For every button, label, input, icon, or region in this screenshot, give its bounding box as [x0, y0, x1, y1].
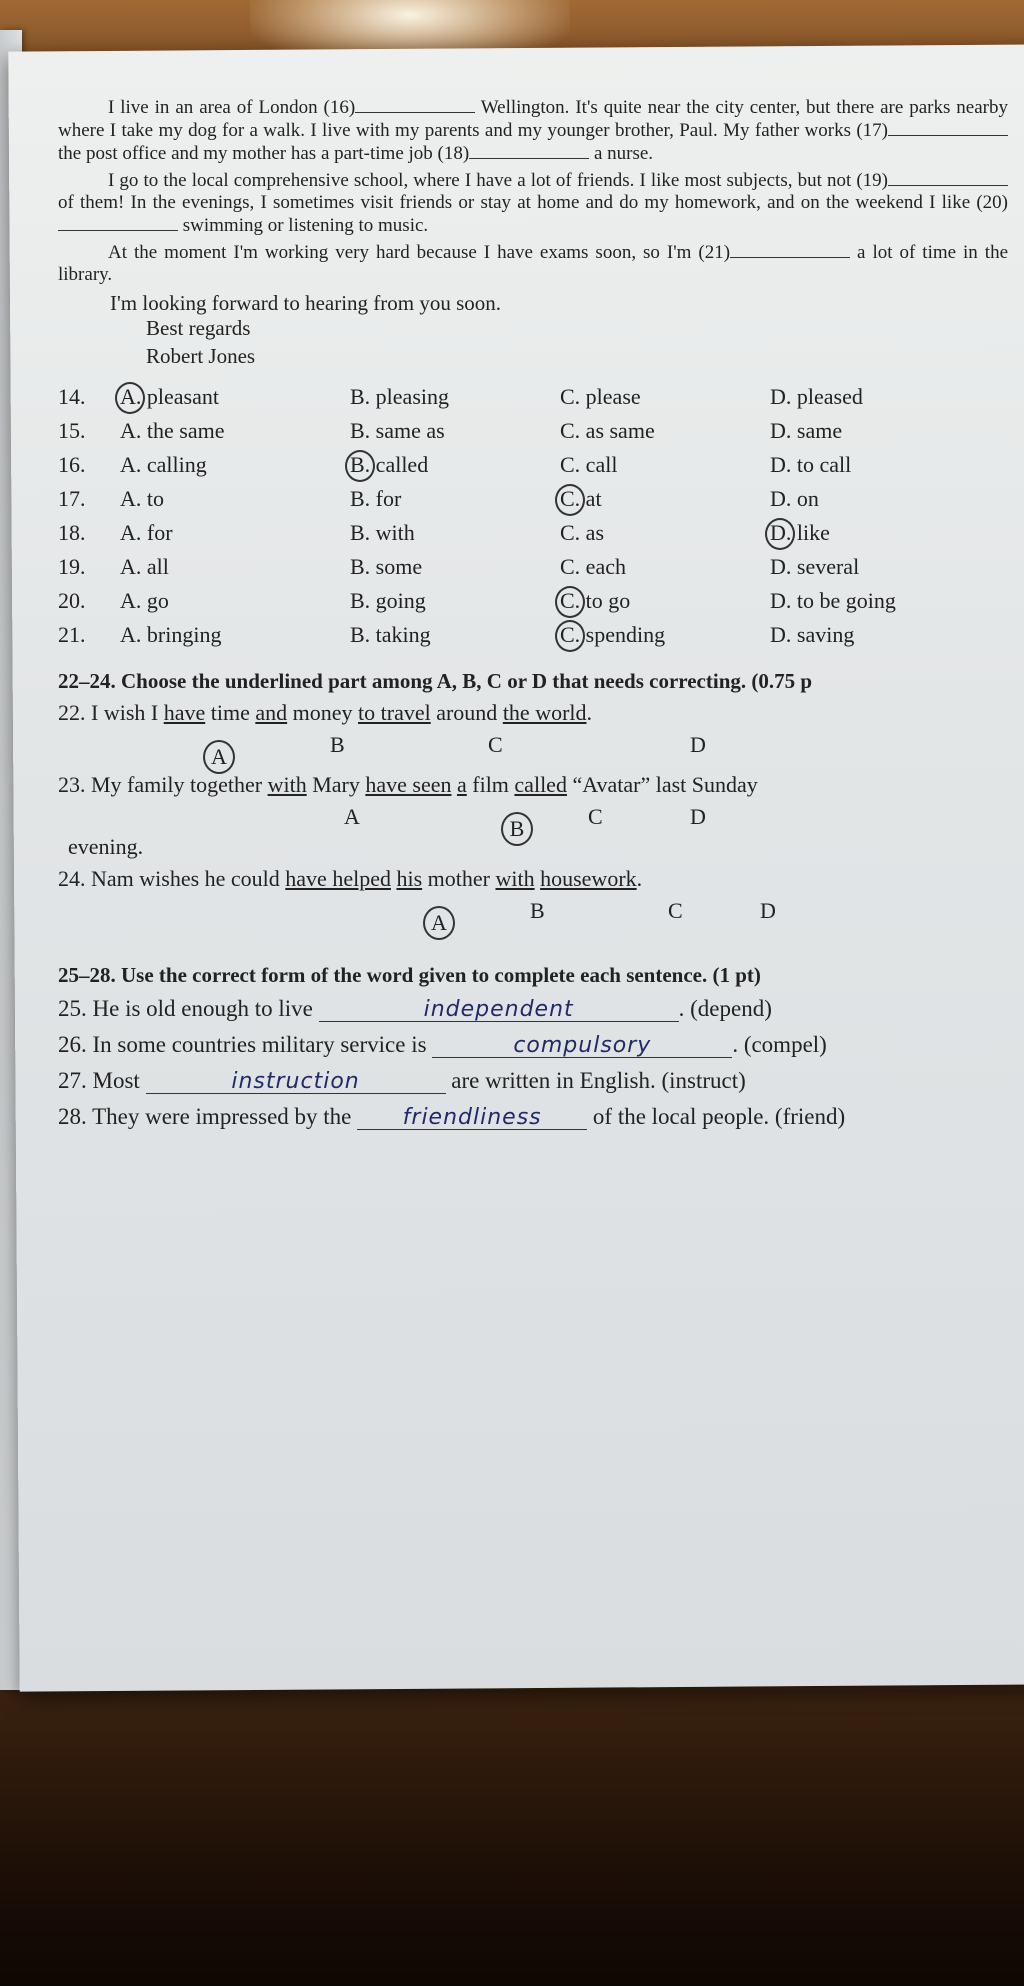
underlined-part-d[interactable]: housework — [540, 866, 637, 891]
section-title-22-24: 22–24. Choose the underlined part among A, B, C or D that needs correcting. (0.75 p — [58, 669, 813, 693]
underlined-part-b[interactable]: and — [255, 700, 288, 725]
text: of them! In the evenings, I sometimes visit friends or stay at home and do my homework, and on the weekend I like (20) — [58, 192, 1008, 213]
option-d[interactable]: D. several — [770, 554, 860, 579]
mc-question-row — [58, 516, 1008, 550]
question-23-letters — [58, 800, 1008, 841]
text: I live in an area of London (16) — [108, 97, 356, 118]
blank-21[interactable] — [730, 241, 850, 258]
circle-mark: B — [501, 812, 533, 846]
worksheet-content — [58, 96, 1008, 1142]
option-b[interactable]: B. for — [350, 486, 402, 511]
letter-text — [58, 96, 1008, 370]
option-b[interactable]: B. with — [350, 520, 415, 545]
question-22-letters — [58, 728, 1008, 769]
letter-paragraph-1 — [58, 96, 1008, 165]
question-number: 28. — [58, 1104, 93, 1129]
option-a[interactable]: A. the same — [120, 418, 225, 443]
option-c[interactable]: C. as — [560, 520, 604, 545]
option-a[interactable]: A. go — [120, 588, 169, 613]
question-number: 15. — [58, 418, 86, 443]
sign-off-name: Robert Jones — [146, 344, 256, 368]
mc-question-row — [58, 414, 1008, 448]
blank-16[interactable] — [355, 96, 475, 113]
mc-question-row — [58, 482, 1008, 516]
option-d[interactable]: D. to call — [770, 452, 852, 477]
handwritten-answer: independent — [423, 997, 574, 1022]
text: Wellington. It's quite near the city center, but there are parks nearby where I take my dog for a walk. I live with my parents and my younger brother, Paul. My father works (17) — [58, 97, 1008, 141]
text: . — [586, 700, 593, 725]
question-24-letters — [58, 894, 1008, 935]
option-b[interactable]: B. going — [350, 588, 426, 613]
text: time — [205, 700, 256, 725]
underlined-part-a[interactable]: have — [163, 700, 206, 725]
blank-17[interactable] — [888, 119, 1008, 136]
option-c[interactable]: C. call — [560, 452, 618, 477]
word-hint: . (depend) — [678, 996, 772, 1021]
option-a[interactable]: A. bringing — [120, 622, 222, 647]
text: a lot of time in the library. — [58, 242, 1008, 285]
text: He is old enough to live — [92, 996, 319, 1021]
word-hint: are written in English. (instruct) — [445, 1068, 746, 1093]
option-d-marked[interactable]: D. like — [770, 522, 980, 544]
letter-paragraph-2 — [58, 169, 1008, 237]
blank-19[interactable] — [888, 169, 1008, 186]
underlined-part-d[interactable]: the world — [502, 700, 587, 725]
text: film — [466, 772, 515, 797]
option-c-marked[interactable]: C. spending — [560, 624, 770, 646]
option-c[interactable]: C. as same — [560, 418, 655, 443]
question-number: 18. — [58, 520, 86, 545]
question-24 — [58, 868, 1008, 890]
text: In some countries military service is — [92, 1032, 433, 1057]
question-number: 16. — [58, 452, 86, 477]
text: “Avatar” last Sunday — [566, 772, 758, 797]
text: They were impressed by the — [92, 1104, 358, 1129]
word-hint: . (compel) — [732, 1032, 827, 1057]
question-number: 27. — [58, 1068, 93, 1093]
handwritten-answer: instruction — [231, 1069, 360, 1094]
section-title-25-28: 25–28. Use the correct form of the word given to complete each sentence. (1 pt) — [58, 963, 761, 987]
circle-mark: A — [423, 906, 455, 940]
word-hint: of the local people. (friend) — [587, 1104, 846, 1129]
answer-field-26[interactable] — [432, 1034, 732, 1058]
question-22 — [58, 702, 1008, 724]
closing-line: I'm looking forward to hearing from you soon. — [110, 291, 502, 315]
letter-c[interactable]: C — [588, 804, 603, 829]
question-number: 22. — [58, 700, 91, 725]
answer-field-25[interactable] — [319, 998, 679, 1022]
letter-b[interactable]: B — [530, 898, 545, 923]
text: money — [287, 700, 359, 725]
text: around — [430, 700, 503, 725]
option-d[interactable]: D. pleased — [770, 384, 863, 409]
letter-d[interactable]: D — [760, 898, 776, 923]
question-number: 24. — [58, 866, 91, 891]
handwritten-answer: friendliness — [402, 1105, 542, 1130]
text: mother — [422, 866, 496, 891]
table-shadow — [0, 1690, 1024, 1986]
blank-20[interactable] — [58, 214, 178, 231]
letter-c[interactable]: C — [488, 732, 503, 757]
multiple-choice-list — [58, 380, 1008, 652]
underlined-part-b[interactable]: have seen — [365, 772, 452, 797]
option-d[interactable]: D. same — [770, 418, 843, 443]
question-number: 17. — [58, 486, 86, 511]
option-b[interactable]: B. taking — [350, 622, 431, 647]
question-23-continued: evening. — [68, 834, 144, 859]
mc-question-row — [58, 380, 1008, 414]
letter-a[interactable]: A — [344, 804, 360, 829]
handwritten-answer: compulsory — [513, 1033, 652, 1058]
text: I go to the local comprehensive school, where I have a lot of friends. I like most subjects, but not (19) — [108, 170, 888, 191]
question-23 — [58, 774, 1008, 796]
question-number: 23. — [58, 772, 91, 797]
mc-question-row — [58, 448, 1008, 482]
mc-question-row — [58, 584, 1008, 618]
underlined-part-a[interactable]: with — [267, 772, 307, 797]
blank-18[interactable] — [469, 142, 589, 159]
question-27 — [58, 1070, 1008, 1094]
underlined-part-b[interactable]: his — [396, 866, 423, 891]
answer-field-27[interactable] — [146, 1070, 446, 1094]
sign-off-regards: Best regards — [146, 316, 251, 340]
option-a[interactable]: A. calling — [120, 452, 207, 477]
question-number: 14. — [58, 384, 86, 409]
option-d[interactable]: D. saving — [770, 622, 855, 647]
option-b-marked[interactable]: B. called — [350, 454, 560, 476]
circle-mark: A — [203, 740, 235, 774]
option-c[interactable]: C. please — [560, 384, 641, 409]
question-number: 25. — [58, 996, 93, 1021]
option-c[interactable]: C. each — [560, 554, 626, 579]
question-number: 26. — [58, 1032, 93, 1057]
text: Nam wishes he could — [91, 866, 286, 891]
letter-c[interactable]: C — [668, 898, 683, 923]
option-c-marked[interactable]: C. at — [560, 488, 770, 510]
text: Mary — [306, 772, 366, 797]
option-b[interactable]: B. same as — [350, 418, 445, 443]
text: At the moment I'm working very hard because I have exams soon, so I'm (21) — [108, 242, 731, 263]
text: Most — [92, 1068, 146, 1093]
question-26 — [58, 1034, 1008, 1058]
letter-d[interactable]: D — [690, 804, 706, 829]
question-number: 21. — [58, 622, 86, 647]
option-a[interactable]: A. to — [120, 486, 164, 511]
option-a[interactable]: A. all — [120, 554, 169, 579]
text: . — [636, 866, 643, 891]
option-d[interactable]: D. to be going — [770, 588, 896, 613]
underlined-part-a[interactable]: have helped — [285, 866, 391, 891]
text: swimming or listening to music. — [178, 215, 429, 236]
underlined-part-c[interactable]: a — [456, 772, 467, 797]
question-number: 19. — [58, 554, 86, 579]
option-d[interactable]: D. on — [770, 486, 819, 511]
letter-d[interactable]: D — [690, 732, 706, 757]
text: a nurse. — [589, 143, 654, 164]
option-b[interactable]: B. some — [350, 554, 423, 579]
option-a-marked[interactable]: A. pleasant — [120, 386, 350, 408]
letter-paragraph-3 — [58, 241, 1008, 286]
question-number: 20. — [58, 588, 86, 613]
question-28 — [58, 1106, 1008, 1130]
mc-question-row — [58, 550, 1008, 584]
option-c-marked[interactable]: C. to go — [560, 590, 770, 612]
underlined-part-c[interactable]: to travel — [358, 700, 431, 725]
underlined-part-d[interactable]: called — [514, 772, 567, 797]
option-a[interactable]: A. for — [120, 520, 173, 545]
text: the post office and my mother has a part-time job (18) — [58, 143, 470, 164]
text: I wish I — [91, 700, 164, 725]
answer-field-28[interactable] — [357, 1106, 587, 1130]
underlined-part-c[interactable]: with — [495, 866, 535, 891]
mc-question-row — [58, 618, 1008, 652]
option-b[interactable]: B. pleasing — [350, 384, 449, 409]
question-25 — [58, 998, 1008, 1022]
text: My family together — [91, 772, 268, 797]
letter-b[interactable]: B — [330, 732, 345, 757]
